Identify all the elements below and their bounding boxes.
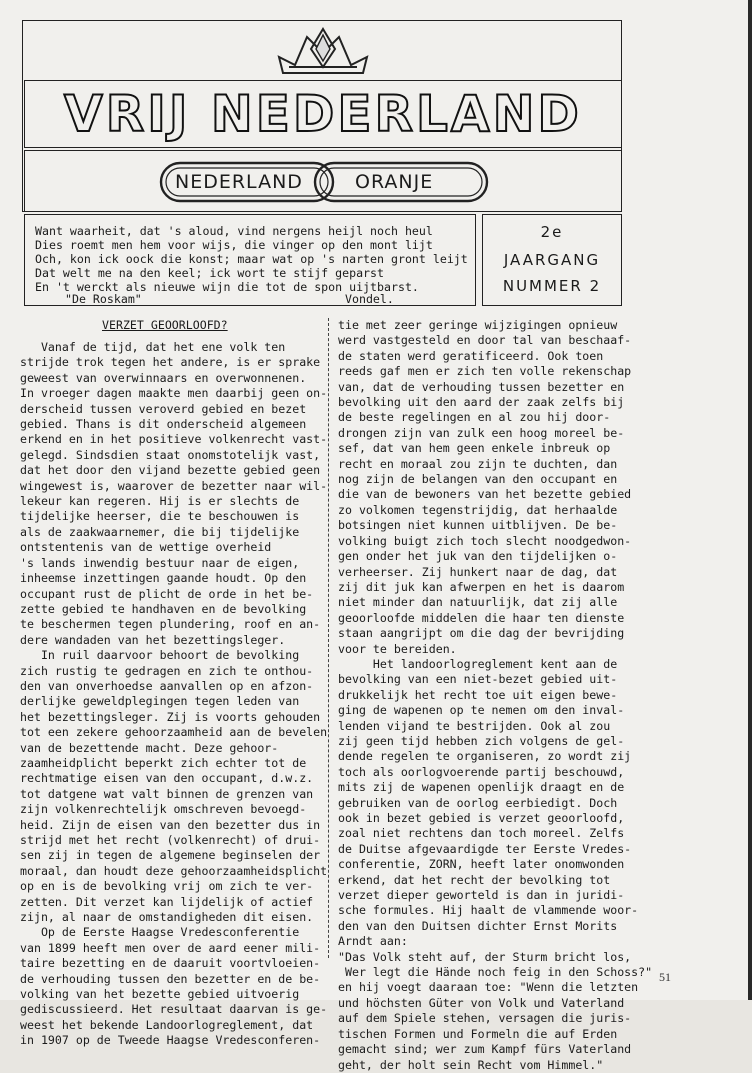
article-line: zetten. Dit verzet kan lijdelijk of actief bbox=[20, 894, 314, 909]
article-line: werd vastgesteld en door tal van beschaaf- bbox=[338, 333, 632, 348]
issue-number: NUMMER 2 bbox=[502, 277, 602, 295]
article-line: niet minder dan natuurlijk, dat zij alle bbox=[338, 595, 618, 610]
article-line: Arndt aan: bbox=[338, 934, 408, 949]
article-line: zijn, al naar de omstandigheden dit eisen. bbox=[20, 910, 314, 925]
article-line: reeds gaf men er zich ten volle rekenschap bbox=[338, 364, 632, 379]
article-line: de beste regelingen en al zou hij door- bbox=[338, 410, 611, 425]
page-edge bbox=[748, 0, 752, 1000]
article-line: sche formules. Hij haalt de vlammende woor- bbox=[338, 903, 639, 918]
article-line: in 1907 op de Tweede Haagse Vredesconferen- bbox=[20, 1033, 321, 1048]
chain-label-right: ORANJE bbox=[355, 171, 434, 193]
article-line: recht en moraal zou zijn te duchten, dan bbox=[338, 456, 618, 471]
article-line: tischen Formen und Formeln die auf Erden bbox=[338, 1026, 618, 1041]
article-line: gemacht sind; wer zum Kampf fürs Vaterland bbox=[338, 1042, 632, 1057]
article-line: zijn volkenrechtelijk omschreven bevoegd- bbox=[20, 802, 307, 817]
article-line: zij geen tijd hebben zich volgens de gel- bbox=[338, 733, 625, 748]
article-line: zoal niet rechtens dan toch moreel. Zelfs bbox=[338, 826, 625, 841]
issue-box bbox=[482, 214, 622, 306]
article-column-left bbox=[20, 340, 328, 1049]
chain-label-left: NEDERLAND bbox=[175, 171, 303, 193]
article-line: strijd met het recht (volkenrecht) of drui- bbox=[20, 833, 321, 847]
article-line: Wer legt die Hände noch feig in den Schoss?" bbox=[338, 965, 653, 980]
article-line: tot een zekere gehoorzaamheid aan de bevelen bbox=[20, 725, 328, 740]
article-line: die van de bewoners van het bezette gebied bbox=[338, 487, 632, 502]
article-line: als de zaakwaarnemer, die bij tijdelijke bbox=[20, 524, 300, 539]
article-line: ook in bezet gebied is verzet geoorloofd, bbox=[338, 811, 625, 825]
article-line: und höchsten Güter von Volk und Vaterland bbox=[338, 995, 625, 1010]
article-line: bevolking van een niet-bezet gebied uit- bbox=[338, 672, 618, 687]
article-line: zaamheidplicht beperkt zich echter tot de bbox=[20, 755, 307, 770]
article-line: te beschermen tegen plundering, roof en an- bbox=[20, 617, 321, 632]
article-line: drongen zijn van zulk een hoog moreel be- bbox=[338, 425, 625, 440]
article-line: tijdelijke heerser, die te beschouwen is bbox=[20, 509, 300, 524]
article-line: voor te bereiden. bbox=[338, 641, 457, 656]
article-line: occupant rust de plicht de orde in het be- bbox=[20, 586, 314, 601]
crown-icon bbox=[273, 23, 373, 79]
article-line: ging de wapenen op te nemen om den inval- bbox=[338, 703, 625, 718]
masthead-title: VRIJ NEDERLAND bbox=[64, 85, 582, 143]
article-line: erkend en in het positieve volkenrecht vast- bbox=[20, 432, 328, 447]
article-line: en hij voegt daaraan toe: "Wenn die letzten bbox=[338, 980, 639, 995]
article-line: van de bezettende macht. Deze gehoor- bbox=[20, 740, 279, 755]
article-line: mits zij de wapenen openlijk draagt en de bbox=[338, 780, 625, 795]
article-line: de verhouding tussen den bezetter en de be- bbox=[20, 971, 321, 986]
article-line: den van onverhoedse aanvallen op en afzon- bbox=[20, 678, 314, 693]
motto-box bbox=[24, 214, 476, 306]
masthead-title-band bbox=[24, 80, 622, 148]
article-line: dere wandaden van het bezettingsleger. bbox=[20, 632, 286, 647]
article-line: sen zij in tegen de algemene beginselen der bbox=[20, 848, 321, 863]
article-line: botsingen niet kunnen uitblijven. De be- bbox=[338, 518, 618, 533]
article-line: "Das Volk steht auf, der Sturm bricht los, bbox=[338, 949, 632, 964]
issue-volume: 2e bbox=[540, 223, 564, 241]
article-line: geoorloofde middelen die haar ten dienste bbox=[338, 610, 625, 625]
article-line: zo volkomen tegenstrijdig, dat herhaalde bbox=[338, 502, 618, 517]
article-line: staan aangrijpt om die dag der bevrijding bbox=[338, 626, 625, 641]
article-line: op en is de bevolking vrij om zich te ver- bbox=[20, 879, 314, 894]
article-line: inheemse inzettingen gaande houdt. Op den bbox=[20, 571, 307, 586]
article-line: zij dit juk kan afwerpen en het is daarom bbox=[338, 579, 625, 594]
article-line: tot datgene wat valt binnen de grenzen van bbox=[20, 786, 314, 801]
article-line: tie met zeer geringe wijzigingen opnieuw bbox=[338, 318, 618, 332]
article-line: gediscussieerd. Het resultaat daarvan is ge- bbox=[20, 1002, 328, 1017]
article-line: ontstentenis van de wettige overheid bbox=[20, 540, 272, 555]
page-number: 51 bbox=[659, 970, 671, 984]
article-line: volking van het bezette gebied uitvoerig bbox=[20, 987, 300, 1002]
article-line: toch als oorlogvoerende partij beschouwd, bbox=[338, 764, 625, 779]
article-line: sef, dat van hem geen enkele inbreuk op bbox=[338, 441, 611, 456]
motto-line: En 't werckt als nieuwe wijn die tot de spon uijtbarst. bbox=[35, 280, 419, 294]
article-line: de staten werd geratificeerd. Ook toen bbox=[338, 348, 604, 363]
article-line: Het landoorlogreglement kent aan de bbox=[338, 656, 618, 671]
issue-label: JAARGANG bbox=[503, 251, 601, 269]
motto-author: Vondel. bbox=[345, 292, 394, 306]
article-line: dat het door den vijand bezette gebied geen bbox=[20, 463, 321, 478]
article-line: van, dat de verhouding tussen bezetter en bbox=[338, 379, 625, 394]
article-line: zich rustig te gedragen en zich te onthou- bbox=[20, 663, 314, 678]
article-line: bevolking uit den aard der zaak zelfs bij bbox=[338, 395, 625, 410]
article-line: gebruiken van de oorlog eerbiedigt. Doch bbox=[338, 795, 618, 810]
article-line: In vroeger dagen maakte men daarbij geen on- bbox=[20, 386, 328, 401]
article-line: gelegd. Sindsdien staat onomstotelijk vast, bbox=[20, 447, 321, 462]
article-line: gebied. Thans is dit onderscheid algemeen bbox=[20, 417, 307, 432]
article-line: 's lands inwendig bestuur naar de eigen, bbox=[20, 555, 300, 570]
article-line: lenden vijand te bestrijden. Ook al zou bbox=[338, 718, 611, 733]
motto-line: Och, kon ick oock die konst; maar wat op 's narten gront leijt bbox=[35, 252, 468, 266]
article-line: erkend, dat het recht der bevolking tot bbox=[338, 872, 611, 887]
article-line: geweest van overwinnaars en overwonnenen. bbox=[20, 370, 307, 385]
article-line: lekeur kan regeren. Hij is er slechts de bbox=[20, 494, 300, 509]
article-line: geht, der holt sein Recht vom Himmel." bbox=[338, 1057, 604, 1072]
article-line: derlijke geweldplegingen tegen leden van bbox=[20, 694, 300, 709]
masthead-chain-band bbox=[24, 150, 622, 212]
article-line: wingewest is, waarover de bezetter naar wil- bbox=[20, 478, 328, 493]
article-line: den van den Duitsen dichter Ernst Morits bbox=[338, 918, 618, 933]
motto-line: Dies roemt men hem voor wijs, die vinger op den mont lijt bbox=[35, 238, 433, 252]
article-line: zette gebied te handhaven en de bevolking bbox=[20, 601, 307, 616]
article-line: rechtmatige eisen van den occupant, d.w.z. bbox=[20, 771, 314, 786]
article-line: volking buigt zich toch slecht noodgedwon- bbox=[338, 533, 632, 548]
article-line: van 1899 heeft men over de aard eener mili- bbox=[20, 940, 321, 955]
article-line: strijde trok tegen het andere, is er sprake bbox=[20, 355, 321, 370]
article-line: In ruil daarvoor behoort de bevolking bbox=[20, 648, 300, 663]
article-line: de Duitse afgevaardigde ter Eerste Vredes- bbox=[338, 841, 632, 856]
article-line: verzet dieper geworteld is dan in juridi- bbox=[338, 888, 625, 903]
column-divider bbox=[328, 318, 330, 958]
article-line: verheerser. Zij hunkert naar de dag, dat bbox=[338, 564, 618, 579]
motto-line: Dat welt me na den keel; ick wort te stijf geparst bbox=[35, 266, 385, 280]
article-line: Op de Eerste Haagse Vredesconferentie bbox=[20, 925, 300, 940]
article-line: dende regelen te organiseren, zo wordt zij bbox=[338, 749, 632, 764]
article-line: drukkelijk het recht toe uit eigen bewe- bbox=[338, 687, 618, 702]
article-column-right bbox=[338, 318, 653, 1073]
article-line: Vanaf de tijd, dat het ene volk ten bbox=[20, 340, 286, 354]
article-line: conferentie, ZORN, heeft later onomwonden bbox=[338, 857, 625, 872]
article-line: derscheid tussen veroverd gebied en bezet bbox=[20, 401, 307, 416]
motto-source: "De Roskam" bbox=[65, 292, 142, 306]
article-line: taire bezetting en de daaruit voortvloeien- bbox=[20, 956, 321, 971]
article-line: heid. Zijn de eisen van den bezetter dus in bbox=[20, 817, 321, 832]
article-line: moraal, dan houdt deze gehoorzaamheidsplicht bbox=[20, 863, 328, 878]
article-line: auf dem Spiele stehen, versagen die juris- bbox=[338, 1011, 632, 1026]
article-line: weest het bekende Landoorlogreglement, dat bbox=[20, 1017, 314, 1032]
article-line: gen onder het juk van den tijdelijken o- bbox=[338, 549, 618, 564]
article-line: nog zijn de belangen van den occupant en bbox=[338, 472, 618, 487]
article-title: VERZET GEOORLOOFD? bbox=[102, 318, 228, 332]
motto-line: Want waarheit, dat 's aloud, vind nergens heijl noch heul bbox=[35, 224, 433, 238]
article-line: het bezettingsleger. Zij is voorts gehouden bbox=[20, 709, 321, 724]
